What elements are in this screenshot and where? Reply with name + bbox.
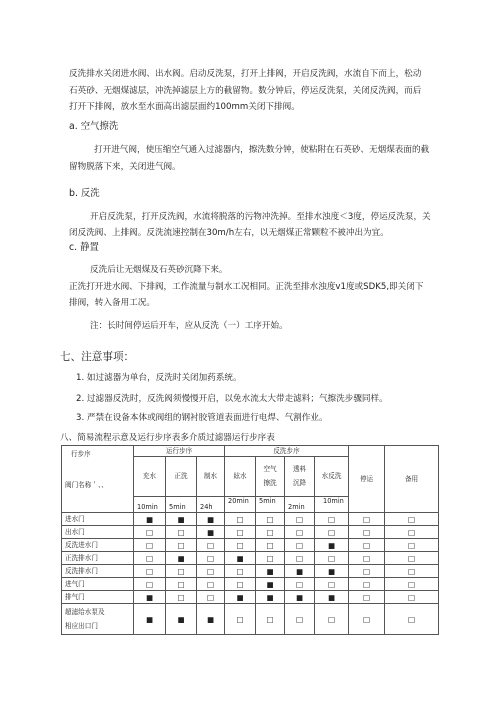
backwash-line-2: 闭反洗阀、上排阀。反洗流速控制在30m/h左右，以无烟煤正常颗粒不被冲出为宜。 xyxy=(69,228,389,238)
table-corner-cell xyxy=(62,446,134,513)
duration-rinse: 5min xyxy=(166,497,197,513)
valve-state-cell: □ xyxy=(349,604,385,635)
valve-state-cell: ■ xyxy=(315,591,349,604)
col-header-air-scrub-l1: 空气 xyxy=(263,465,277,473)
valve-state-cell: □ xyxy=(315,513,349,526)
col-header-drain: 絃水 xyxy=(225,457,256,497)
valve-name xyxy=(62,552,134,565)
subheading-backwash: b. 反洗 xyxy=(69,188,100,199)
step-label: 行步序 xyxy=(71,450,91,458)
col-header-settle-l2: 沉降 xyxy=(292,479,307,487)
duration-air-scrub: 5min xyxy=(256,497,285,513)
air-scrub-line-1: 打开进气阀，使压缩空气通入过滤器内，擦洗数分钟，使粘附在石英砂、无烟煤表面的截 xyxy=(94,145,430,155)
table-row xyxy=(62,526,439,539)
col-header-settle xyxy=(285,457,315,497)
duration-water-backwash: 10min xyxy=(315,497,349,513)
restart-note: 注：长时间停运后开车，应从反洗（一）工序开始。 xyxy=(90,321,288,331)
valve-state-cell: □ xyxy=(285,513,315,526)
precaution-1: 1. 如过滤器为单台，反洗时关闭加药系统。 xyxy=(76,373,242,383)
valve-state-cell: □ xyxy=(315,526,349,539)
valve-state-cell: □ xyxy=(166,539,197,552)
col-stop-header: 停运 xyxy=(349,446,385,513)
valve-state-cell: □ xyxy=(256,539,285,552)
valve-state-cell: ■ xyxy=(134,591,166,604)
valve-state-cell: □ xyxy=(197,578,225,591)
valve-state-cell: ■ xyxy=(225,591,256,604)
valve-state-cell: □ xyxy=(134,539,166,552)
table-row xyxy=(62,513,439,526)
valve-state-cell: □ xyxy=(349,513,385,526)
settle-line-1: 反洗后让无烟煤及石英砂沉降下来。 xyxy=(90,265,228,275)
valve-state-cell: □ xyxy=(285,552,315,565)
valve-state-cell: □ xyxy=(225,526,256,539)
col-header-fill: 充水 xyxy=(134,457,166,497)
valve-state-cell: □ xyxy=(385,604,439,635)
intro-line-2: 石英砂、无烟煤滤层，冲洗掉滤层上方的截留物。数分钟后，停运反洗泵，关闭反洗阀，而后 xyxy=(69,86,422,96)
subheading-air-scrub: a. 空气擦洗 xyxy=(69,121,119,132)
valve-state-cell: □ xyxy=(349,526,385,539)
valve-state-cell: □ xyxy=(225,539,256,552)
section-7-title: 七、注意事项： xyxy=(60,351,135,363)
valve-state-cell: □ xyxy=(256,513,285,526)
valve-state-cell: □ xyxy=(385,578,439,591)
valve-state-cell: □ xyxy=(385,539,439,552)
col-standby-header: 备用 xyxy=(385,446,439,513)
table-row xyxy=(62,552,439,565)
table-row xyxy=(62,578,439,591)
precaution-2: 2. 过滤器反洗时，反洗阀须慢慢开启，以免水流太大带走滤料；气擦洗步骤同样。 xyxy=(76,394,388,404)
valve-state-cell: □ xyxy=(385,552,439,565)
duration-drain: 20min xyxy=(225,497,256,513)
valve-label: 阀门名称＇、、 xyxy=(65,481,108,489)
valve-name-text: 排气门 xyxy=(65,592,85,601)
valve-state-cell: ■ xyxy=(197,604,225,635)
valve-state-cell: ■ xyxy=(166,513,197,526)
col-header-water-backwash: 水反洗 xyxy=(315,457,349,497)
valve-state-cell: □ xyxy=(225,604,256,635)
valve-state-cell: □ xyxy=(225,565,256,578)
group-backwash-header: 反洗步序 xyxy=(225,446,349,457)
valve-state-cell: □ xyxy=(385,513,439,526)
valve-state-cell: ■ xyxy=(166,604,197,635)
valve-state-cell: ■ xyxy=(134,513,166,526)
valve-state-cell: ■ xyxy=(256,591,285,604)
valve-state-cell: □ xyxy=(285,526,315,539)
valve-name xyxy=(62,604,134,635)
intro-line-3: 打开下排阀，放水至水面高出滤层面约100mm关闭下排阀。 xyxy=(69,102,300,112)
backwash-line-1: 开启反洗泵，打开反洗阀，水流将脱落的污物冲洗掉。至排水浊度＜3度，停运反洗泵，关 xyxy=(90,212,431,222)
valve-state-cell: ■ xyxy=(225,552,256,565)
intro-line-1: 反洗排水关闭进水阀、出水阀。启动反洗泵，打开上排阀，开启反洗阀，水流自下而上，松动 xyxy=(69,69,422,79)
air-scrub-line-2: 留物脱落下来，关闭进气阀。 xyxy=(69,162,181,172)
valve-name xyxy=(62,578,134,591)
table-row xyxy=(62,565,439,578)
valve-state-cell: ■ xyxy=(256,565,285,578)
valve-state-cell: □ xyxy=(134,578,166,591)
valve-state-cell: □ xyxy=(256,526,285,539)
valve-name-text: 超滤给水泵及 xyxy=(65,607,105,616)
valve-state-cell: □ xyxy=(349,552,385,565)
valve-state-cell: □ xyxy=(349,591,385,604)
valve-state-cell: ■ xyxy=(285,565,315,578)
valve-name-text: 出水门 xyxy=(65,527,85,536)
settle-line-2: 正洗打开进水阀、下排阀，工作流量与制水工况相同。正洗至排水浊度v1度或SDK5,即关闭下 xyxy=(69,282,424,292)
duration-produce: 24h xyxy=(197,497,225,513)
precaution-3: 3. 严禁在设备本体或阀组的钢衬胶管道表面进行电焊、气割作业。 xyxy=(76,413,328,423)
valve-state-cell: □ xyxy=(197,552,225,565)
valve-name xyxy=(62,526,134,539)
valve-state-cell: □ xyxy=(166,565,197,578)
valve-state-cell: ■ xyxy=(315,539,349,552)
valve-state-cell: □ xyxy=(225,513,256,526)
valve-state-cell: □ xyxy=(349,565,385,578)
valve-state-cell: ■ xyxy=(285,591,315,604)
valve-name-text: 正洗排水门 xyxy=(65,553,98,562)
col-header-air-scrub-l2: 擦洗 xyxy=(263,479,277,487)
valve-name-text: 进水门 xyxy=(65,514,85,523)
valve-name xyxy=(62,565,134,578)
filter-step-table xyxy=(61,445,439,635)
valve-name-text: 反洗排水门 xyxy=(65,566,98,575)
table-row xyxy=(62,591,439,604)
valve-state-cell: □ xyxy=(197,539,225,552)
valve-state-cell: □ xyxy=(315,578,349,591)
valve-state-cell: □ xyxy=(349,578,385,591)
valve-state-cell: □ xyxy=(256,552,285,565)
valve-state-cell: □ xyxy=(285,539,315,552)
valve-state-cell: ■ xyxy=(197,513,225,526)
settle-line-3: 排阀，转入备用工况。 xyxy=(69,298,155,308)
valve-state-cell: ■ xyxy=(197,526,225,539)
col-header-settle-l1: 透料 xyxy=(292,465,307,473)
valve-state-cell: □ xyxy=(134,526,166,539)
valve-state-cell: □ xyxy=(285,604,315,635)
valve-name-text-line2: 相应出口门 xyxy=(65,621,98,630)
table-row xyxy=(62,539,439,552)
valve-name-text: 反洗进水门 xyxy=(65,540,98,549)
section-8-title: 八、简易流程示意及运行步序表多介质过滤器运行步序表 xyxy=(60,433,275,443)
table-row xyxy=(62,604,439,635)
valve-state-cell: □ xyxy=(166,578,197,591)
subheading-settle: c. 静置 xyxy=(69,242,99,253)
valve-name xyxy=(62,539,134,552)
valve-state-cell: □ xyxy=(256,604,285,635)
valve-name-text: 进气门 xyxy=(65,579,85,588)
valve-state-cell: ■ xyxy=(315,565,349,578)
valve-state-cell: ■ xyxy=(256,578,285,591)
valve-name xyxy=(62,591,134,604)
duration-fill: 10min xyxy=(134,497,166,513)
col-header-produce: 制水 xyxy=(197,457,225,497)
valve-state-cell: ■ xyxy=(166,552,197,565)
col-header-rinse: 正洗 xyxy=(166,457,197,497)
valve-state-cell: □ xyxy=(197,591,225,604)
duration-settle: 2min xyxy=(285,497,315,513)
valve-state-cell: ■ xyxy=(134,604,166,635)
valve-state-cell: □ xyxy=(315,604,349,635)
valve-state-cell: □ xyxy=(166,526,197,539)
valve-state-cell: □ xyxy=(225,578,256,591)
valve-state-cell: □ xyxy=(285,578,315,591)
valve-state-cell: □ xyxy=(385,565,439,578)
valve-state-cell: □ xyxy=(385,526,439,539)
valve-state-cell: □ xyxy=(134,552,166,565)
valve-state-cell: □ xyxy=(166,591,197,604)
col-header-air-scrub xyxy=(256,457,285,497)
valve-state-cell: □ xyxy=(134,565,166,578)
valve-state-cell: □ xyxy=(349,539,385,552)
valve-state-cell: □ xyxy=(385,591,439,604)
valve-state-cell: □ xyxy=(315,552,349,565)
group-run-header: 运行步序 xyxy=(134,446,225,457)
valve-name xyxy=(62,513,134,526)
valve-state-cell: □ xyxy=(197,565,225,578)
